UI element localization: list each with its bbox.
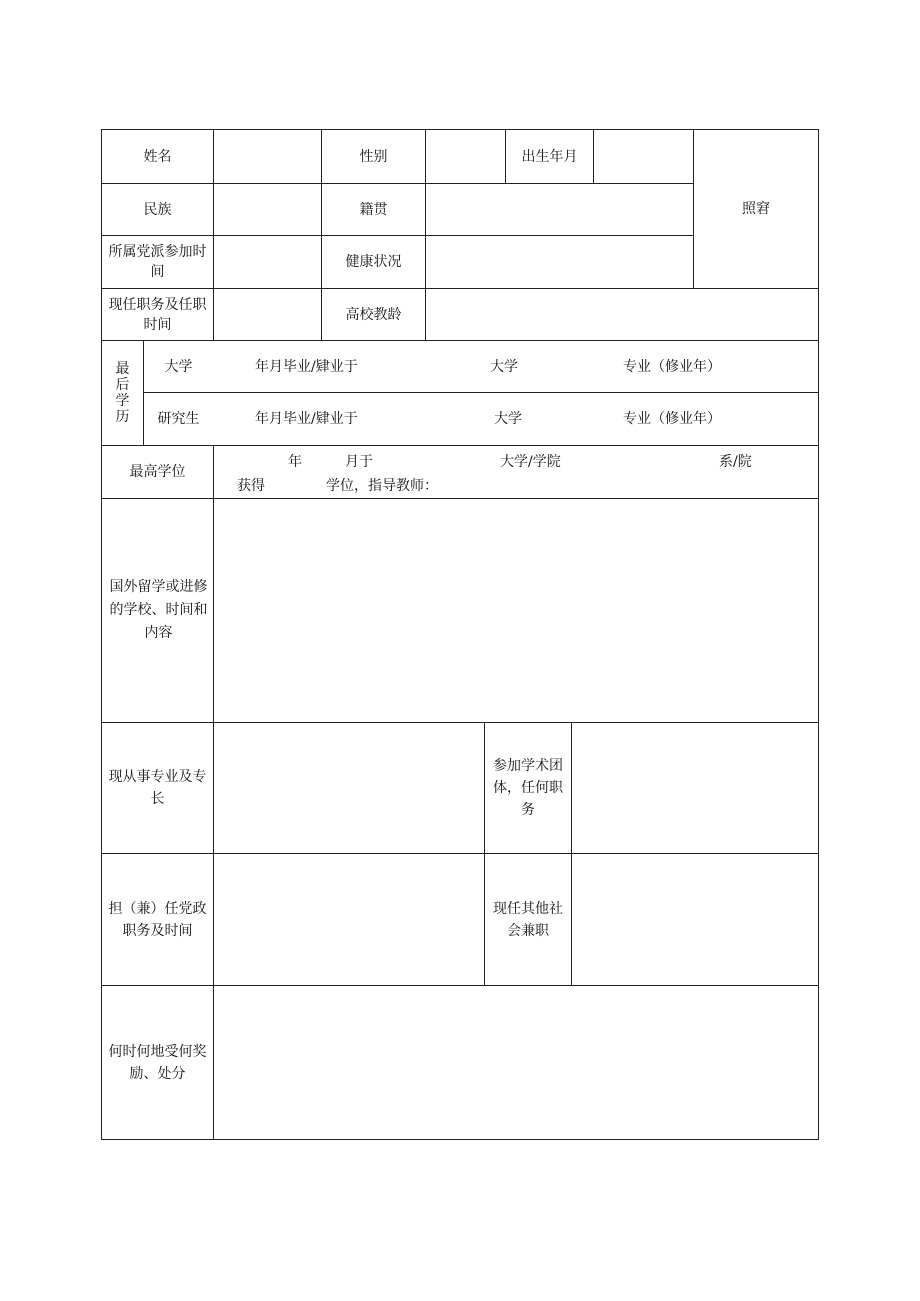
birth-label: 出生年月 bbox=[521, 148, 578, 165]
ethnicity-field[interactable] bbox=[214, 184, 321, 235]
native-place-label: 籍贯 bbox=[359, 201, 388, 218]
party-field[interactable] bbox=[214, 236, 321, 288]
gender-label: 性别 bbox=[359, 148, 388, 165]
grad-text-3: 专业（修业年） bbox=[623, 411, 721, 427]
specialty-label: 现从事专业及专长 bbox=[108, 769, 207, 807]
undergrad-label: 大学 bbox=[164, 358, 193, 375]
native-place-field[interactable] bbox=[426, 184, 693, 235]
name-label: 姓名 bbox=[143, 148, 172, 165]
awards-field[interactable] bbox=[214, 986, 818, 1139]
undergrad-text-2: 大学 bbox=[490, 359, 518, 375]
name-field[interactable] bbox=[214, 130, 321, 183]
grad-label: 研究生 bbox=[157, 411, 200, 427]
birth-field[interactable] bbox=[594, 130, 693, 183]
teaching-years-label: 高校教龄 bbox=[345, 306, 402, 323]
position-label: 现任职务及任职时间 bbox=[108, 296, 207, 333]
grad-text-1: 年月毕业/肄业于 bbox=[255, 411, 358, 427]
position-field[interactable] bbox=[214, 289, 321, 340]
degree-text-year: 年 bbox=[288, 454, 302, 470]
last-edu-label: 最后学历 bbox=[115, 361, 130, 425]
gender-field[interactable] bbox=[426, 130, 505, 183]
photo-label: 照窘 bbox=[742, 201, 770, 217]
abroad-label: 国外留学或进修的学校、时间和内容 bbox=[109, 579, 208, 641]
degree-text-month: 月于 bbox=[345, 454, 373, 470]
academic-field[interactable] bbox=[572, 723, 818, 853]
party-post-field[interactable] bbox=[214, 854, 484, 985]
rule-bottom bbox=[101, 1139, 819, 1140]
photo-box[interactable] bbox=[694, 130, 818, 288]
social-post-field[interactable] bbox=[572, 854, 818, 985]
abroad-field[interactable] bbox=[214, 499, 818, 722]
party-post-label: 担（兼）任党政职务及时间 bbox=[108, 900, 207, 939]
party-label: 所属党派参加时间 bbox=[108, 244, 207, 280]
health-field[interactable] bbox=[426, 236, 693, 288]
degree-text-advisor: 学位，指导教师： bbox=[326, 478, 438, 494]
ethnicity-label: 民族 bbox=[143, 201, 172, 218]
degree-text-univ: 大学/学院 bbox=[500, 454, 561, 470]
health-label: 健康状况 bbox=[345, 254, 402, 270]
degree-label: 最高学位 bbox=[129, 464, 186, 480]
rule-right bbox=[818, 129, 819, 1140]
undergrad-text-1: 年月毕业/肄业于 bbox=[255, 359, 358, 375]
last-edu-label-cell bbox=[102, 341, 143, 445]
specialty-field[interactable] bbox=[214, 723, 484, 853]
degree-text-dept: 系/院 bbox=[719, 454, 752, 470]
undergrad-text-3: 专业（修业年） bbox=[623, 359, 721, 375]
academic-label: 参加学术团体，任何职务 bbox=[493, 758, 563, 818]
awards-label: 何时何地受何奖励、处分 bbox=[108, 1043, 207, 1082]
teaching-years-field[interactable] bbox=[426, 289, 818, 340]
grad-text-2: 大学 bbox=[494, 411, 522, 427]
social-post-label: 现任其他社会兼职 bbox=[493, 900, 563, 939]
degree-text-obtain: 获得 bbox=[237, 478, 265, 494]
